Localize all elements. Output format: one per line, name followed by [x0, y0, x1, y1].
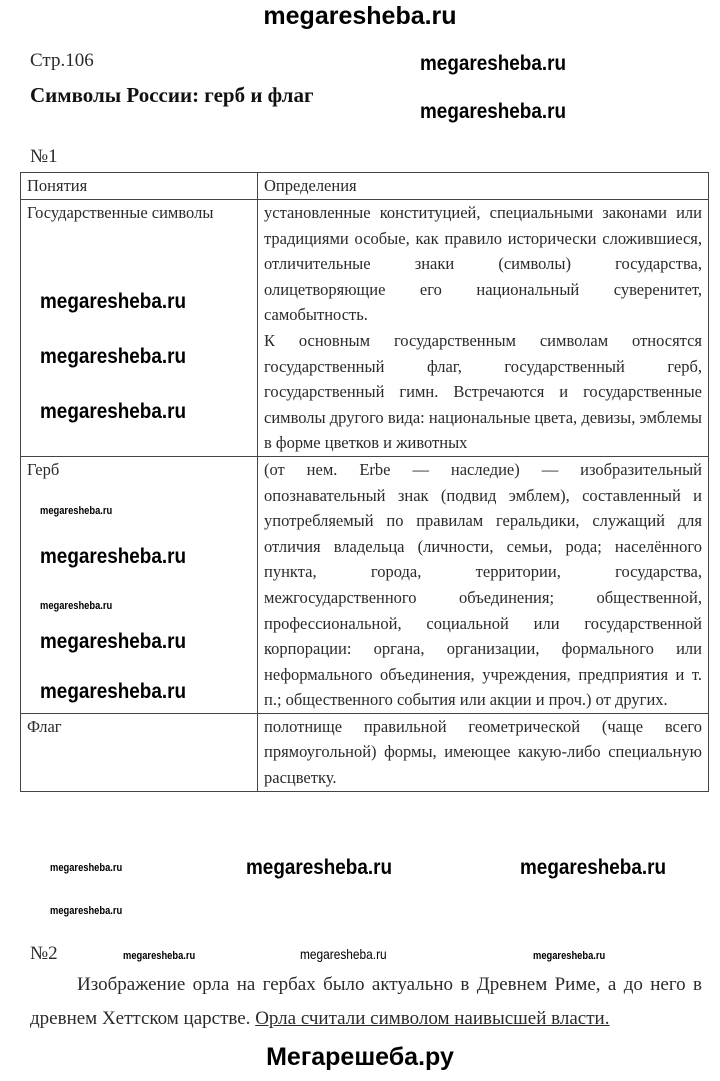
watermark: megaresheba.ru: [40, 630, 187, 653]
watermark: megaresheba.ru: [40, 600, 113, 612]
watermark: megaresheba.ru: [40, 680, 187, 703]
watermark: megaresheba.ru: [40, 545, 187, 568]
watermark: megaresheba.ru: [123, 950, 196, 962]
page-reference: Стр.106: [30, 50, 94, 71]
table-row: [21, 456, 709, 713]
watermark: megaresheba.ru: [40, 345, 187, 368]
task-1-number: №1: [30, 146, 58, 167]
page-title: Символы России: герб и флаг: [30, 83, 314, 107]
answer-underlined: Орла считали символом наивысшей власти.: [255, 1008, 610, 1029]
definition-cell: (от нем. Erbe — наследие) — изобразительный опознавательный знак (подвид эмблем), составленный и употребляемый по правилам геральдики, служащий для отличия владельца (личности, семьи, рода; населённого пункта, города, территории, государства, межгосударственного объединения; общественной, профессиональной, социальной или государственной корпорации: органа, организации, формального или неформального объединения, учреждения, предприятия и т. п.; общественного события или акции и проч.) от других.: [258, 456, 709, 713]
watermark: megaresheba.ru: [300, 946, 387, 962]
task-2-number: №2: [30, 943, 58, 964]
watermark: megaresheba.ru: [40, 290, 187, 313]
column-header-definitions: Определения: [258, 173, 709, 200]
definition-cell: полотнище правильной геометрической (чаще всего прямоугольной) формы, имеющее какую-либо специальную расцветку.: [258, 713, 709, 791]
task-2-answer: [30, 968, 702, 1036]
answer-text: Изображение орла на гербах было актуально в Древнем Риме, а до него в древнем Хеттском царстве.: [30, 974, 702, 1029]
definition-text: установленные конституцией, специальными законами или традициями особые, как правило исторически сложившиеся, отличительные знаки (символы) государства, олицетворяющие его национальный суверенитет, самобытность.: [264, 203, 702, 325]
term-cell: Флаг: [21, 713, 258, 791]
site-footer: Мегарешеба.ру: [266, 1043, 454, 1071]
watermark: megaresheba.ru: [40, 400, 187, 423]
watermark: megaresheba.ru: [50, 905, 123, 917]
site-header: megaresheba.ru: [263, 2, 457, 30]
watermark: megaresheba.ru: [420, 52, 567, 75]
term-cell: Герб: [21, 456, 258, 713]
definition-cell: [258, 200, 709, 457]
watermark: megaresheba.ru: [420, 100, 567, 123]
column-header-concepts: Понятия: [21, 173, 258, 200]
watermark: megaresheba.ru: [40, 505, 113, 517]
watermark: megaresheba.ru: [533, 950, 606, 962]
watermark: megaresheba.ru: [246, 856, 393, 879]
table-header-row: [21, 173, 709, 200]
definition-text: К основным государственным символам относятся государственный флаг, государственный герб, государственный гимн. Встречаются и государственные символы другого вида: национальные цвета, девизы, эмблемы в форме цветков и животных: [264, 330, 702, 453]
watermark: megaresheba.ru: [50, 862, 123, 874]
table-row: [21, 713, 709, 791]
term-cell: Государственные символы: [21, 200, 258, 457]
watermark: megaresheba.ru: [520, 856, 667, 879]
